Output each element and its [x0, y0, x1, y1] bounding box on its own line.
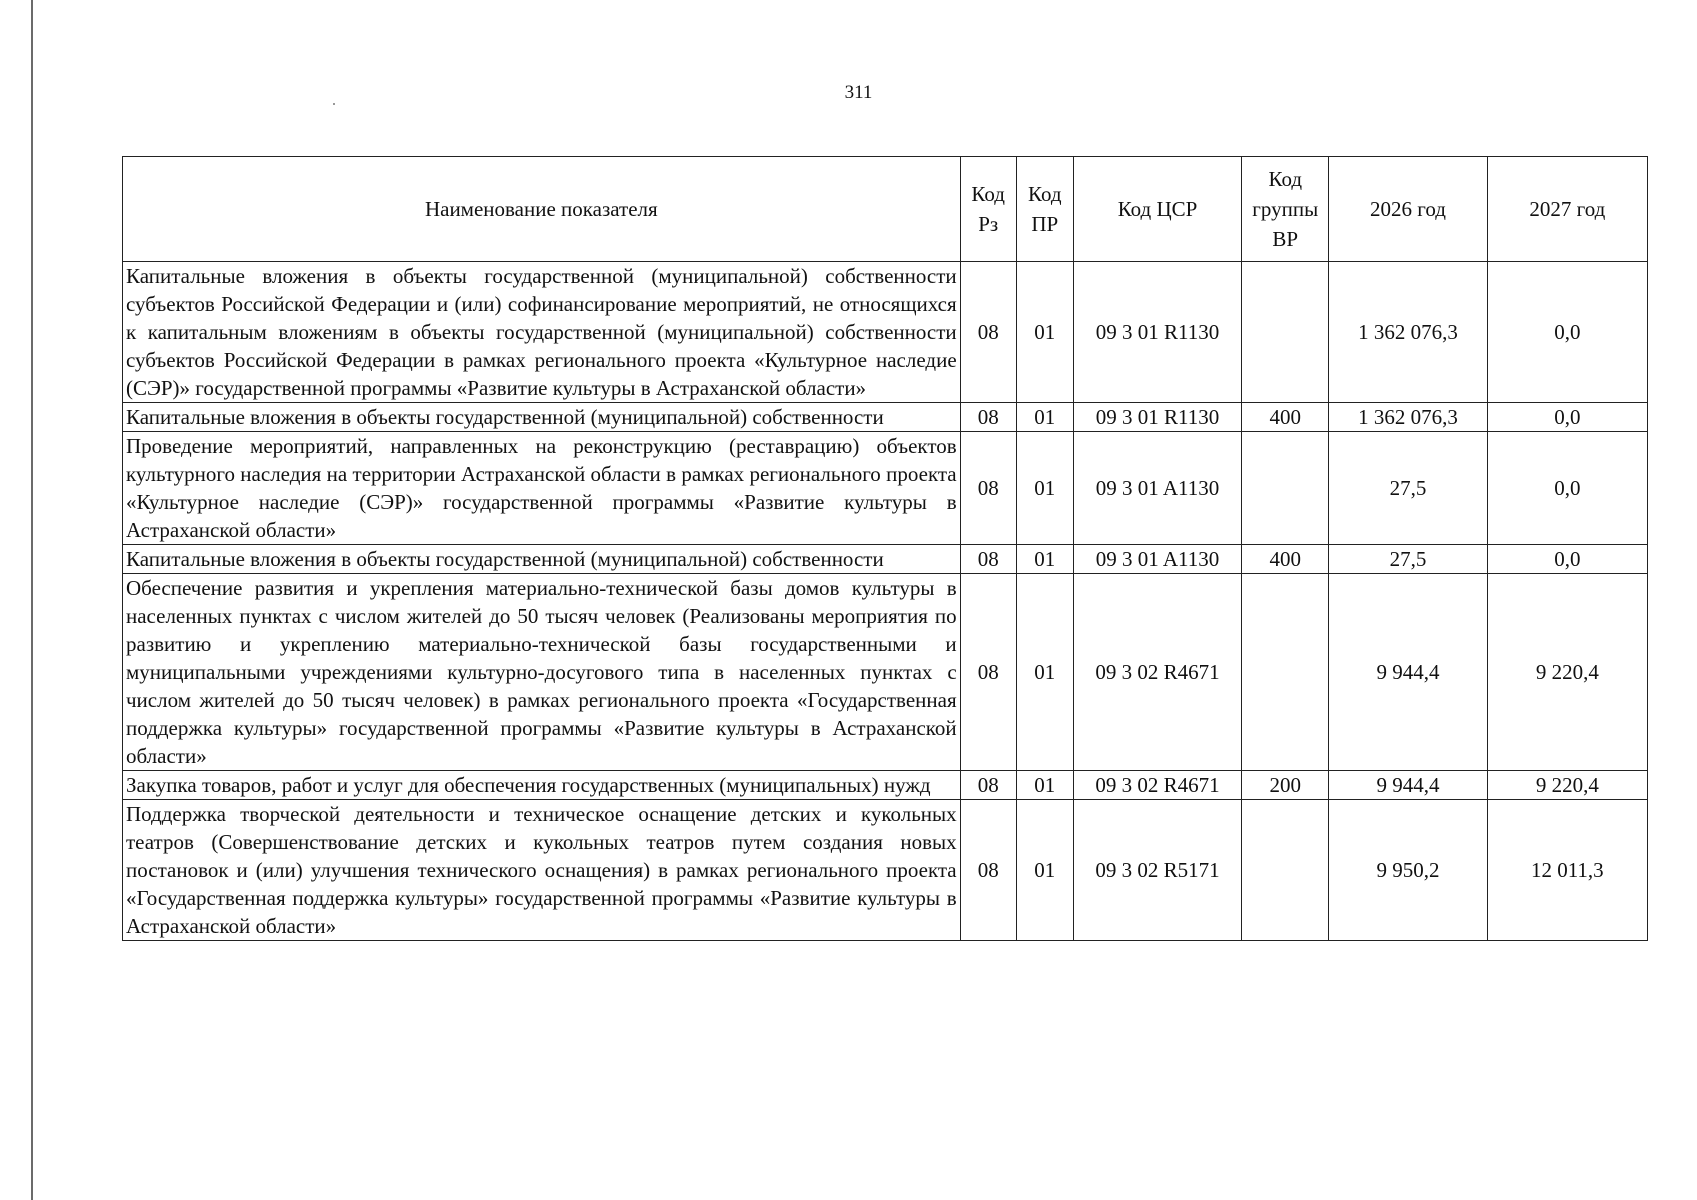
row-pr: 01 [1016, 403, 1073, 432]
row-2026: 27,5 [1329, 432, 1487, 545]
row-2027: 0,0 [1487, 403, 1647, 432]
table-row [123, 574, 1648, 771]
row-vr [1242, 262, 1329, 403]
row-2026: 9 944,4 [1329, 574, 1487, 771]
row-name: Капитальные вложения в объекты государственной (муниципальной) собственности субъектов Российской Федерации и (или) софинансирование мероприятий, не относящихся к капитальным вложениям в объекты государственной (муниципальной) собственности субъектов Российской Федерации в рамках регионального проекта «Культурное наследие (СЭР)» государственной программы «Развитие культуры в Астраханской области» [123, 262, 961, 403]
row-name: Капитальные вложения в объекты государственной (муниципальной) собственности [123, 545, 961, 574]
row-2026: 27,5 [1329, 545, 1487, 574]
header-pr: Код ПР [1016, 157, 1073, 262]
table-row [123, 545, 1648, 574]
row-rz: 08 [960, 262, 1016, 403]
table-row [123, 262, 1648, 403]
row-2027: 0,0 [1487, 432, 1647, 545]
header-rz: Код Рз [960, 157, 1016, 262]
row-csr: 09 3 01 R1130 [1073, 403, 1241, 432]
row-csr: 09 3 01 R1130 [1073, 262, 1241, 403]
table-row [123, 403, 1648, 432]
row-2027: 12 011,3 [1487, 800, 1647, 941]
row-pr: 01 [1016, 574, 1073, 771]
page-number: 311 [844, 82, 873, 103]
table-header-row [123, 157, 1648, 262]
row-2027: 0,0 [1487, 545, 1647, 574]
table-row [123, 771, 1648, 800]
row-vr: 400 [1242, 403, 1329, 432]
row-csr: 09 3 01 A1130 [1073, 545, 1241, 574]
row-vr [1242, 800, 1329, 941]
row-pr: 01 [1016, 432, 1073, 545]
row-name: Закупка товаров, работ и услуг для обеспечения государственных (муниципальных) нужд [123, 771, 961, 800]
row-pr: 01 [1016, 262, 1073, 403]
row-vr: 400 [1242, 545, 1329, 574]
header-2027: 2027 год [1487, 157, 1647, 262]
row-name: Капитальные вложения в объекты государственной (муниципальной) собственности [123, 403, 961, 432]
row-2027: 9 220,4 [1487, 771, 1647, 800]
row-csr: 09 3 02 R4671 [1073, 771, 1241, 800]
row-name: Проведение мероприятий, направленных на реконструкцию (реставрацию) объектов культурного наследия на территории Астраханской области в рамках регионального проекта «Культурное наследие (СЭР)» государственной программы «Развитие культуры в Астраханской области» [123, 432, 961, 545]
row-pr: 01 [1016, 800, 1073, 941]
row-name: Поддержка творческой деятельности и техническое оснащение детских и кукольных театров (Совершенствование детских и кукольных театров путем создания новых постановок и (или) улучшения технического оснащения) в рамках регионального проекта «Государственная поддержка культуры» государственной программы «Развитие культуры в Астраханской области» [123, 800, 961, 941]
row-2026: 1 362 076,3 [1329, 403, 1487, 432]
row-csr: 09 3 01 A1130 [1073, 432, 1241, 545]
table-row [123, 800, 1648, 941]
row-vr [1242, 574, 1329, 771]
row-2026: 9 944,4 [1329, 771, 1487, 800]
row-2027: 9 220,4 [1487, 574, 1647, 771]
row-2026: 9 950,2 [1329, 800, 1487, 941]
row-csr: 09 3 02 R5171 [1073, 800, 1241, 941]
row-name: Обеспечение развития и укрепления материально-технической базы домов культуры в населенных пунктах с числом жителей до 50 тысяч человек (Реализованы мероприятия по развитию и укреплению материально-технической базы государственными и муниципальными учреждениями культурно-досугового типа в населенных пунктах с числом жителей до 50 тысяч человек) в рамках регионального проекта «Государственная поддержка культуры» государственной программы «Развитие культуры в Астраханской области» [123, 574, 961, 771]
row-2026: 1 362 076,3 [1329, 262, 1487, 403]
row-csr: 09 3 02 R4671 [1073, 574, 1241, 771]
row-pr: 01 [1016, 545, 1073, 574]
header-csr: Код ЦСР [1073, 157, 1241, 262]
page-margin-rule [31, 0, 33, 1200]
budget-table [122, 156, 1648, 941]
row-rz: 08 [960, 800, 1016, 941]
row-2027: 0,0 [1487, 262, 1647, 403]
row-rz: 08 [960, 574, 1016, 771]
row-vr [1242, 432, 1329, 545]
row-rz: 08 [960, 771, 1016, 800]
row-rz: 08 [960, 403, 1016, 432]
row-vr: 200 [1242, 771, 1329, 800]
header-vr: Код группы ВР [1242, 157, 1329, 262]
row-rz: 08 [960, 432, 1016, 545]
table-row [123, 432, 1648, 545]
header-name: Наименование показателя [123, 157, 961, 262]
row-rz: 08 [960, 545, 1016, 574]
header-2026: 2026 год [1329, 157, 1487, 262]
row-pr: 01 [1016, 771, 1073, 800]
